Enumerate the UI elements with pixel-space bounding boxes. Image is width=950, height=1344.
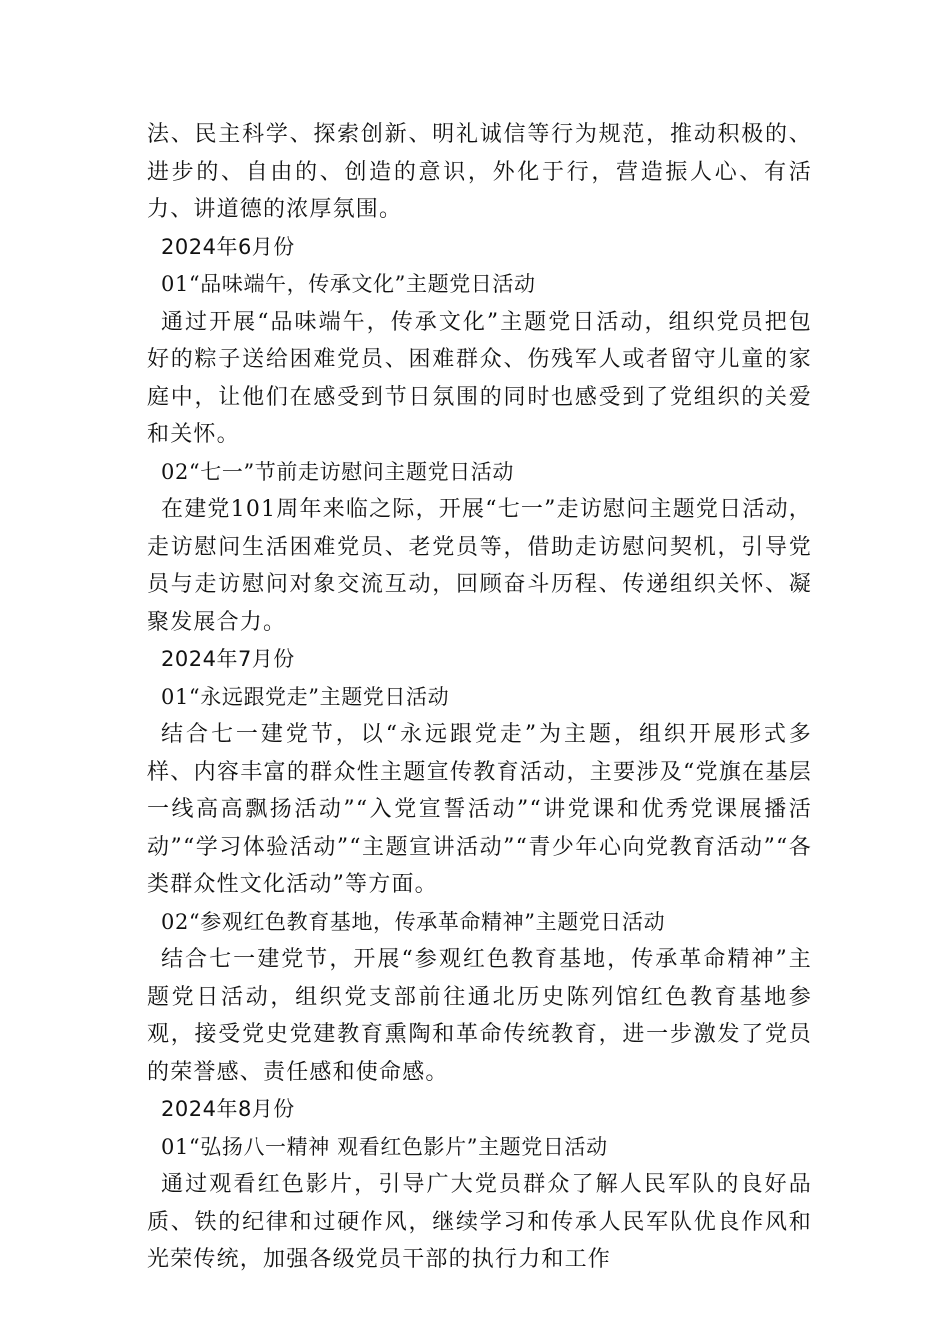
- activity-title: 02“参观红色教育基地，传承革命精神”主题党日活动: [161, 909, 666, 934]
- month-heading: 2024年8月份: [161, 1097, 295, 1121]
- activity-body: 在建党101周年来临之际，开展“七一”走访慰问主题党日活动，走访慰问生活困难党员、老党员等，借助走访慰问契机，引导党员与走访慰问对象交流互动，回顾奋斗历程、传递组织关怀、凝聚发展合力。: [147, 497, 812, 635]
- activity-title: 01“品味端午，传承文化”主题党日活动: [161, 272, 536, 296]
- section-june: [147, 229, 812, 642]
- activity-body: 结合七一建党节，以“永远跟党走”为主题，组织开展形式多样、内容丰富的群众性主题宣传教育活动，主要涉及“党旗在基层一线高高飘扬活动”“入党宣誓活动”“讲党课和优秀党课展播活动”“学习体验活动”“主题宣讲活动”“青少年心向党教育活动”“各类群众性文化活动”等方面。: [147, 722, 812, 897]
- activity-body: 通过观看红色影片，引导广大党员群众了解人民军队的良好品质、铁的纪律和过硬作风，继续学习和传承人民军队优良作风和光荣传统，加强各级党员干部的执行力和工作: [147, 1172, 812, 1272]
- activity-title: 02“七一”节前走访慰问主题党日活动: [161, 459, 514, 484]
- section-august: [147, 1091, 812, 1279]
- activity-body: 结合七一建党节，开展“参观红色教育基地，传承革命精神”主题党日活动，组织党支部前往通北历史陈列馆红色教育基地参观，接受党史党建教育熏陶和革命传统教育，进一步激发了党员的荣誉感、责任感和使命感。: [147, 947, 812, 1085]
- activity-title: 01“弘扬八一精神 观看红色影片”主题党日活动: [161, 1134, 608, 1159]
- activity-title: 01“永远跟党走”主题党日活动: [161, 684, 450, 709]
- section-july: [147, 641, 812, 1091]
- month-heading: 2024年6月份: [161, 234, 295, 259]
- month-heading: 2024年7月份: [161, 647, 295, 671]
- document-page: [147, 116, 812, 1279]
- intro-paragraph: 法、民主科学、探索创新、明礼诚信等行为规范，推动积极的、进步的、自由的、创造的意识，外化于行，营造振人心、有活力、讲道德的浓厚氛围。: [147, 122, 812, 222]
- activity-body: 通过开展“品味端午，传承文化”主题党日活动，组织党员把包好的粽子送给困难党员、困难群众、伤残军人或者留守儿童的家庭中，让他们在感受到节日氛围的同时也感受到了党组织的关爱和关怀。: [147, 309, 812, 447]
